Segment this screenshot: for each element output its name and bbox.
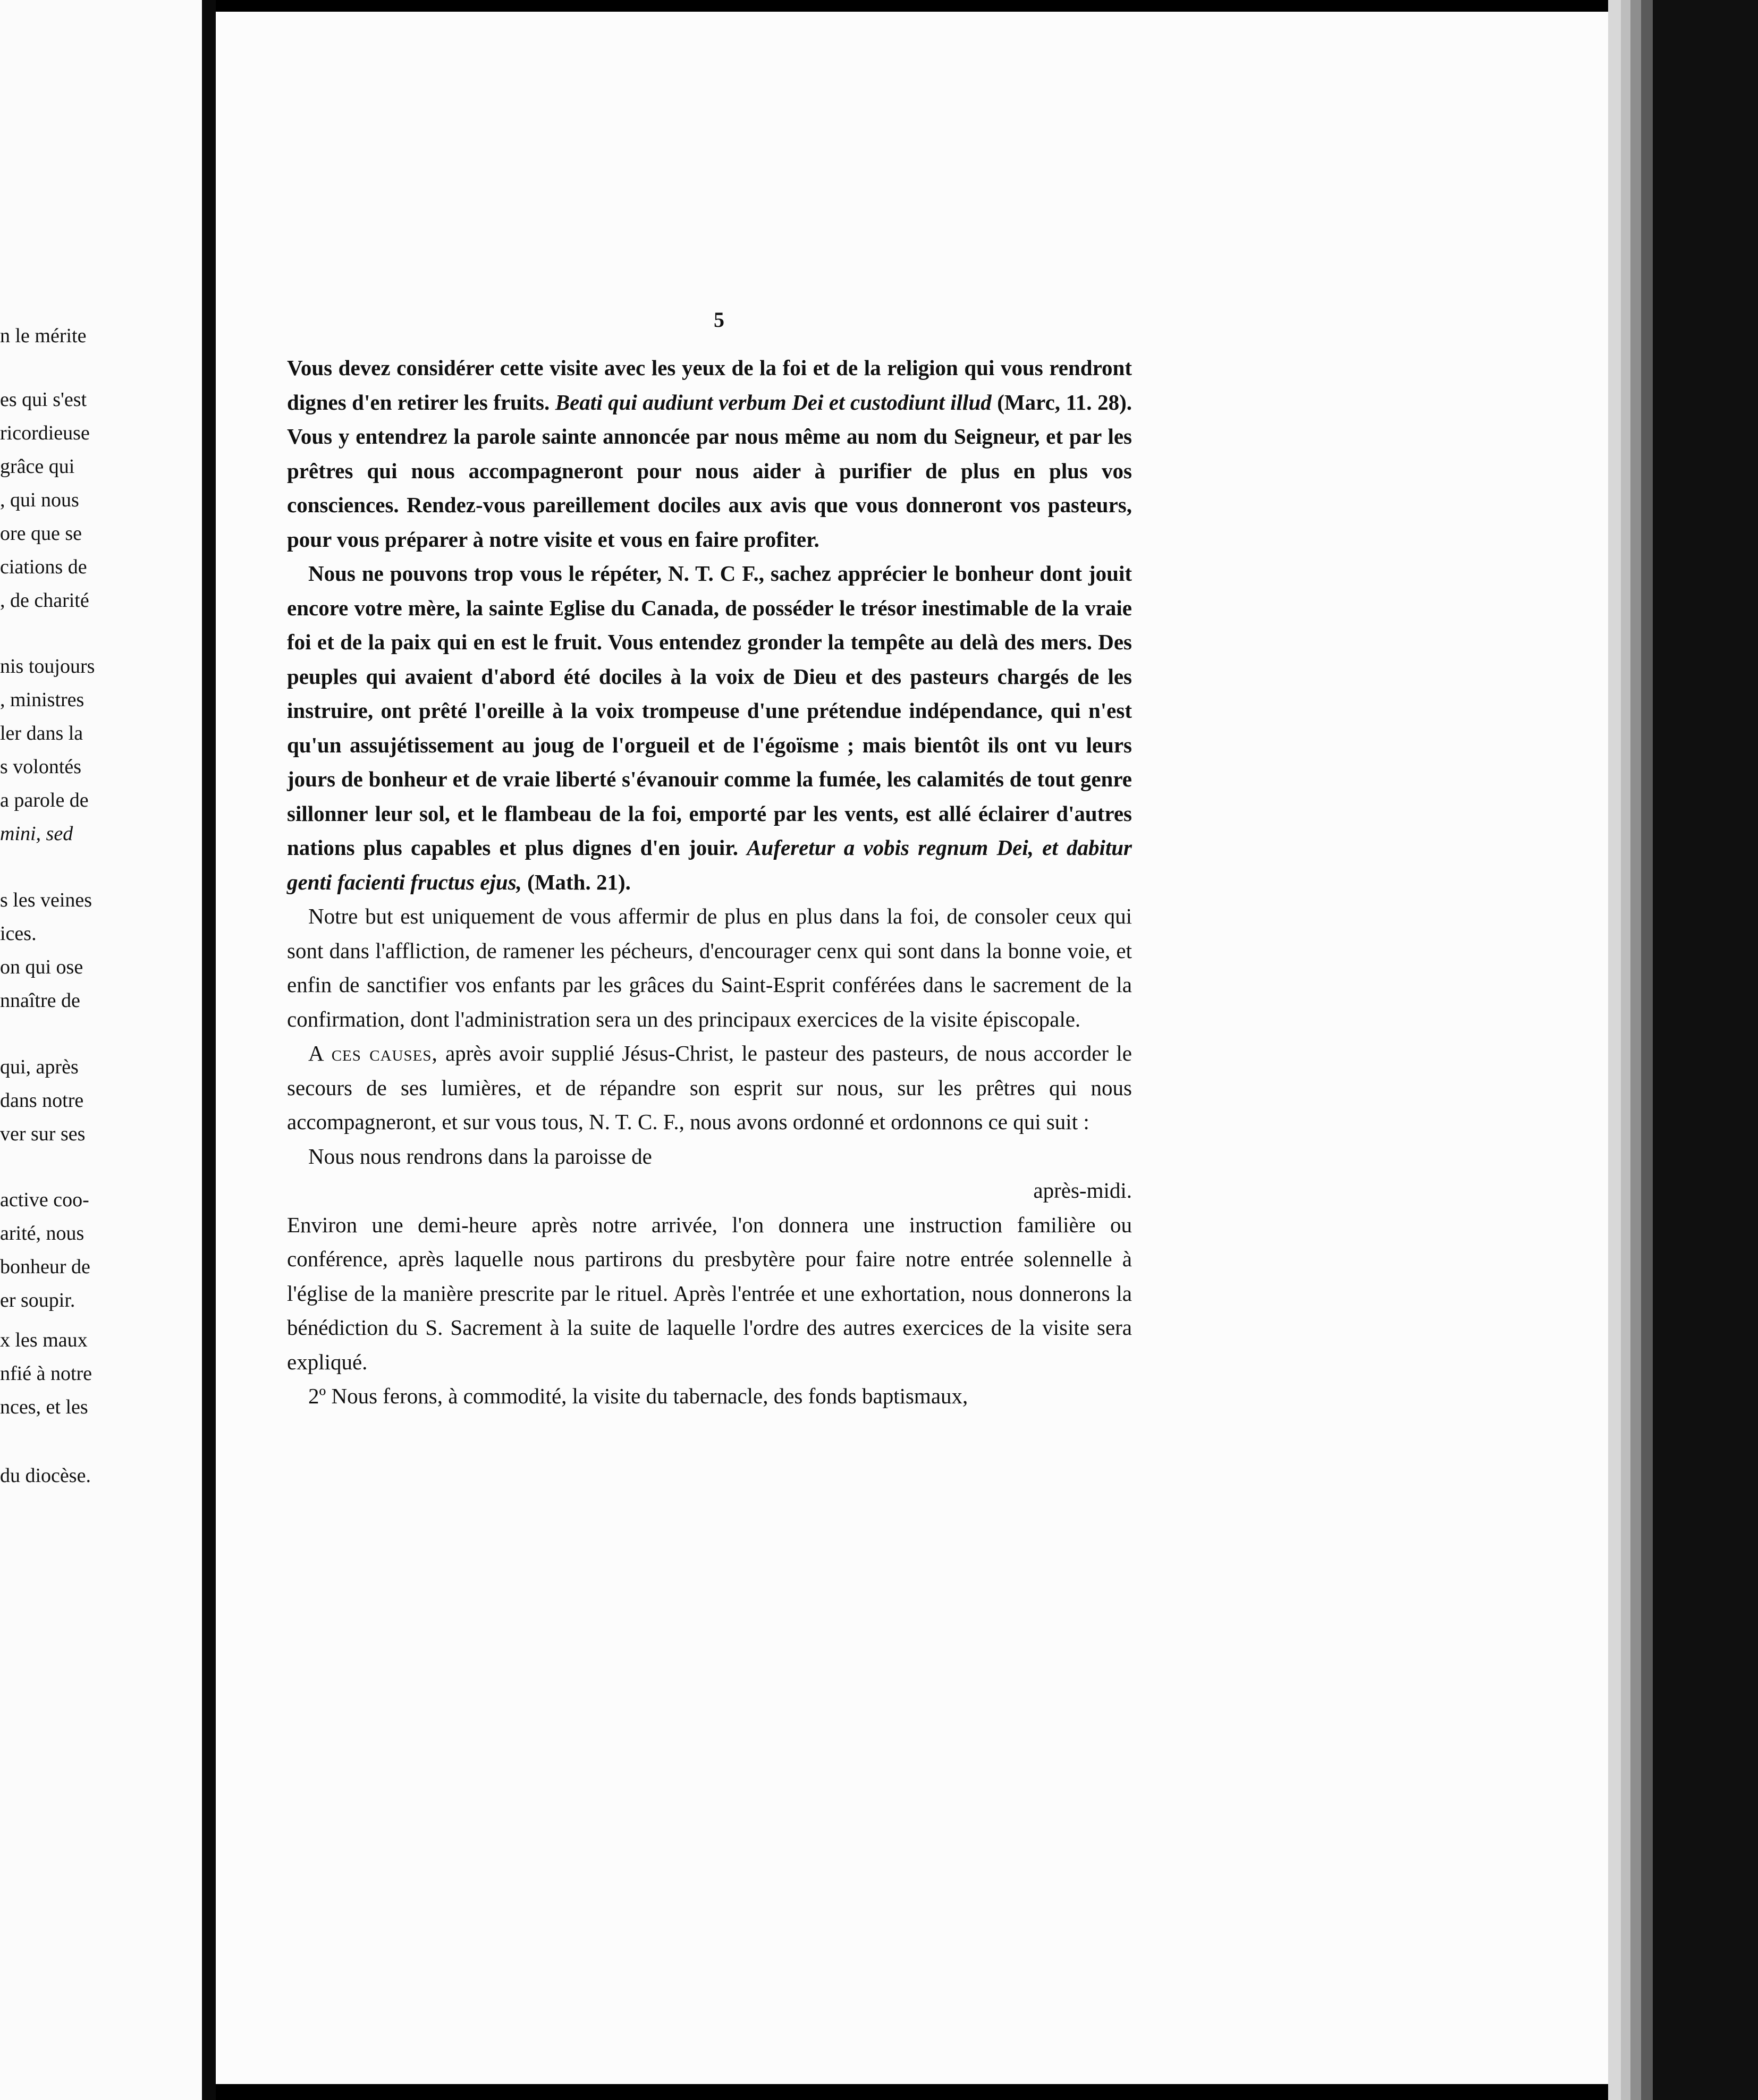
left-fragment-line: s volontés <box>0 756 82 778</box>
left-fragment-line: , de charité <box>0 589 89 612</box>
left-fragment-line: active coo- <box>0 1189 89 1211</box>
left-fragment-line: ver sur ses <box>0 1123 86 1145</box>
left-fragment-line: qui, après <box>0 1056 79 1078</box>
left-fragment-line: es qui s'est <box>0 388 87 411</box>
left-fragment-line: ricordieuse <box>0 422 90 444</box>
paragraph-arrival: Environ une demi-heure après notre arrivée, l'on donnera une instruction familière ou conférence, après laquelle nous partirons du presbytère pour faire notre entrée solennelle à l'église de la manière prescrite par le rituel. Après l'entrée et une exhortation, nous donnerons la bénédiction du S. Sacrement à la suite de laquelle l'ordre des autres exercices de la visite sera expliqué. <box>287 1212 1132 1374</box>
page-number: 5 <box>714 308 724 332</box>
left-fragment-line: ciations de <box>0 556 87 578</box>
latin-quote: Beati qui audiunt verbum Dei et custodiunt illud <box>555 389 992 414</box>
paragraph-second-item: 2º Nous ferons, à commodité, la visite du tabernacle, des fonds baptismaux, <box>308 1384 968 1408</box>
left-fragment-line: mini, sed <box>0 823 73 845</box>
left-fragment-line: nfié à notre <box>0 1362 92 1385</box>
paragraph-text: (Math. 21). <box>521 869 631 894</box>
left-page-fragment <box>0 0 202 2100</box>
body-text <box>287 351 1132 1413</box>
paragraph-purpose: Notre but est uniquement de vous affermir de plus en plus dans la foi, de consoler ceux qui sont dans l'affliction, de ramener les pécheurs, d'encourager cenx qui sont dans la bonne voie, et enfin de sanctifier vos enfants par les grâces du Saint-Esprit conférées dans le sacrement de la confirmation, dont l'administration sera un des principaux exercices de la visite épiscopale. <box>287 904 1132 1031</box>
book-gutter <box>202 0 216 2100</box>
left-fragment-line: on qui ose <box>0 956 83 978</box>
left-fragment-line: ore que se <box>0 522 82 545</box>
left-fragment-line: arité, nous <box>0 1222 84 1244</box>
paragraph-text: (Marc, 11. 28). Vous y entendrez la parole sainte annoncée par nous même au nom du Seigneur, et par les prêtres qui nous accompagneront pour nous aider à purifier de plus en plus vos consciences. Rendez-vous pareillement dociles aux avis que vous donneront vos pasteurs, pour vous préparer à notre visite et vous en faire profiter. <box>287 389 1132 552</box>
paragraph-faith <box>287 556 1132 899</box>
left-fragment-line: nis toujours <box>0 655 95 678</box>
left-fragment-line: du diocèse. <box>0 1464 91 1487</box>
paragraph-text: Nous ne pouvons trop vous le répéter, N. T. C F., sachez apprécier le bonheur dont jouit encore votre mère, la sainte Eglise du Canada, de posséder le trésor inestimable de la vraie foi et de la paix qui en est le fruit. Vous entendez gronder la tempête au delà des mers. Des peuples qui avaient d'abord été dociles à la voix de Dieu et des pasteurs chargés de les instruire, ont prêté l'oreille à la voix trompeuse d'une prétendue indépendance, qui n'est qu'un assujétissement au joug de l'orgueil et de l'égoïsme ; mais bientôt ils ont vu leurs jours de bonheur et de vraie liberté s'évanouir comme la fumée, les calamités de tout genre sillonner leur sol, et le flambeau de la foi, emporté par les vents, est allé éclairer d'autres nations plus capables et plus dignes d'en jouir. <box>287 561 1132 860</box>
left-fragment-line: s les veines <box>0 889 92 911</box>
paragraph-text: après avoir supplié Jésus-Christ, le pasteur des pasteurs, de nous accorder le secours de ses lumières, et de répandre son esprit sur nous, sur les prêtres qui nous accompagneront, et sur vous tous, N. T. C. F., nous avons ordonné et ordonnons ce qui suit : <box>287 1041 1132 1134</box>
left-fragment-line: er soupir. <box>0 1289 75 1311</box>
paragraph-parish: Nous nous rendrons dans la paroisse de <box>308 1144 652 1168</box>
page-edge <box>1630 0 1641 2100</box>
latin-quote: Auferetur a vobis regnum Dei, et dabitur genti facienti fructus ejus, <box>287 835 1132 894</box>
left-fragment-line: n le mérite <box>0 325 87 347</box>
page-edge <box>1641 0 1653 2100</box>
left-fragment-line: grâce qui <box>0 455 75 478</box>
left-fragment-line: ler dans la <box>0 722 83 744</box>
left-fragment-line: , ministres <box>0 689 84 711</box>
page-edge <box>1608 0 1621 2100</box>
paragraph-afternoon: après-midi. <box>1033 1178 1132 1203</box>
left-fragment-line: ices. <box>0 922 37 945</box>
left-fragment-line: dans notre <box>0 1089 84 1112</box>
left-fragment-line: bonheur de <box>0 1256 90 1278</box>
small-caps-heading: A ces causes, <box>308 1041 438 1065</box>
left-fragment-line: nces, et les <box>0 1396 88 1418</box>
left-fragment-line: nnaître de <box>0 989 80 1012</box>
left-fragment-line: , qui nous <box>0 489 79 511</box>
page-edge <box>1621 0 1630 2100</box>
scanner-background <box>1653 0 1758 2100</box>
left-fragment-line: a parole de <box>0 789 89 811</box>
paragraph-visit <box>287 351 1132 556</box>
left-fragment-line: x les maux <box>0 1329 88 1351</box>
paragraph-causes <box>287 1036 1132 1139</box>
paragraph-text: Vous devez considérer cette visite avec les yeux de la foi et de la religion qui vous rendront dignes d'en retirer les fruits. <box>287 355 1132 414</box>
